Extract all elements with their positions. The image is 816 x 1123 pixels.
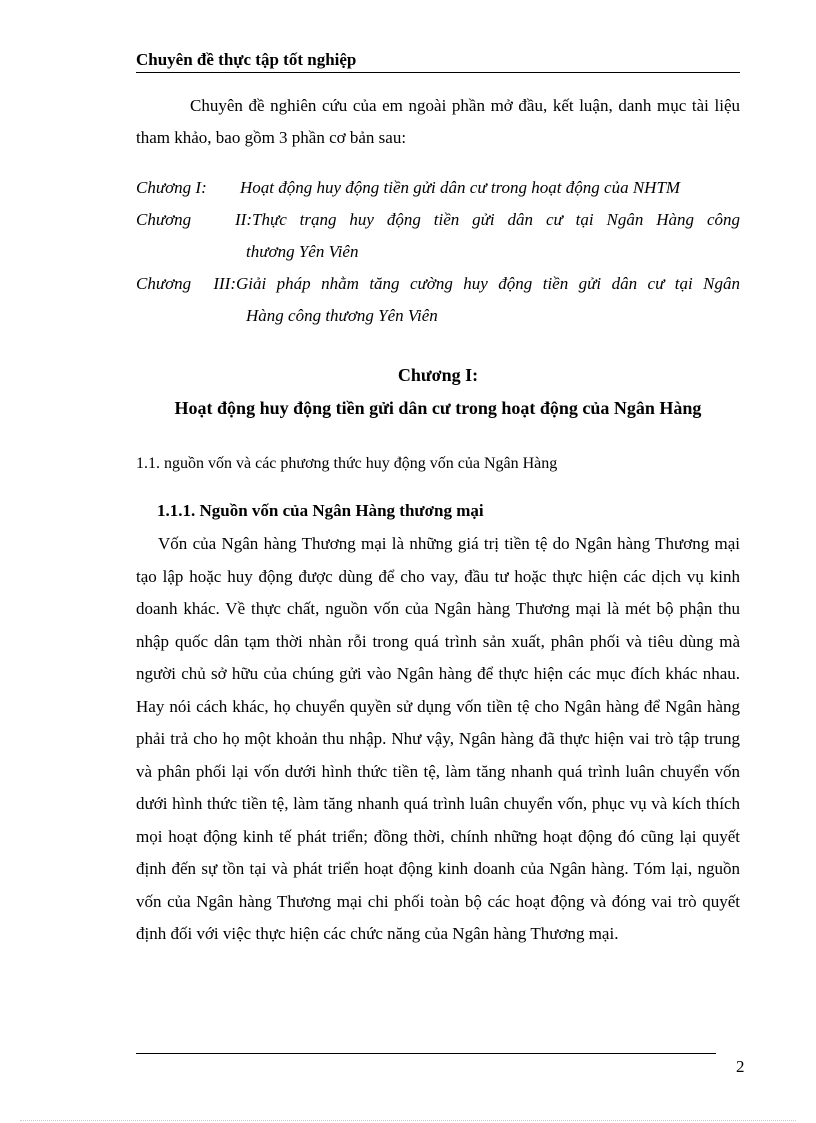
outline-continuation: Hàng công thương Yên Viên xyxy=(246,306,438,325)
body-paragraph: Vốn của Ngân hàng Thương mại là những giá trị tiền tệ do Ngân hàng Thương mại tạo lập hoặc huy động được dùng để cho vay, đầu tư hoặc thực hiện các dịch vụ kinh doanh khác. Về thực chất, nguồn vốn của Ngân hàng Thương mại là mét bộ phận thu nhập quốc dân tạm thời nhàn rỗi trong quá trình sản xuất, phân phối và tiêu dùng mà người chủ sở hữu của chúng gửi vào Ngân hàng để thực hiện các mục đích khác nhau. Hay nói cách khác, họ chuyển quyền sử dụng vốn tiền tệ cho Ngân hàng để Ngân hàng phải trả cho họ một khoản thu nhập. Như vậy, Ngân hàng đã thực hiện vai trò tập trung và phân phối lại vốn dưới hình thức tiền tệ, làm tăng nhanh quá trình luân chuyển vốn dưới hình thức tiền tệ, làm tăng nhanh quá trình luân chuyển vốn, phục vụ và kích thích mọi hoạt động kinh tế phát triển; đồng thời, chính những hoạt động đó cũng lại quyết định đến sự tồn tại và phát triển hoạt động kinh doanh của Ngân hàng. Tóm lại, nguồn vốn của Ngân hàng Thương mại chi phối toàn bộ các hoạt động và đóng vai trò quyết định đối với việc thực hiện các chức năng của Ngân hàng Thương mại. xyxy=(136,534,740,943)
outline-item-1 xyxy=(136,172,740,204)
footer-divider xyxy=(136,1053,716,1054)
outline-text: Thực trạng huy động tiền gửi dân cư tại Ngân Hàng công xyxy=(252,210,740,229)
intro-paragraph: Chuyên đề nghiên cứu của em ngoài phần mở đầu, kết luận, danh mục tài liệu tham khảo, bao gồm 3 phần cơ bản sau: xyxy=(136,96,740,147)
outline-label: Chương III: xyxy=(136,274,236,293)
outline-continuation: thương Yên Viên xyxy=(246,242,359,261)
page-edge xyxy=(20,1120,796,1121)
outline-label: Chương II: xyxy=(136,210,252,229)
outline-label: Chương I: xyxy=(136,178,207,197)
page-number: 2 xyxy=(736,1057,745,1076)
subsection-heading: 1.1.1. Nguồn vốn của Ngân Hàng thương mại xyxy=(157,501,484,520)
chapter-number: Chương I: xyxy=(397,365,479,385)
outline-item-2 xyxy=(136,204,740,268)
outline-item-3 xyxy=(136,268,740,332)
page-header: Chuyên đề thực tập tốt nghiệp xyxy=(136,50,740,73)
outline-text: Hoạt động huy động tiền gửi dân cư trong hoạt động của NHTM xyxy=(240,178,681,197)
section-heading: 1.1. nguồn vốn và các phương thức huy động vốn của Ngân Hàng xyxy=(136,455,558,472)
chapter-title: Hoạt động huy động tiền gửi dân cư trong hoạt động của Ngân Hàng xyxy=(174,398,702,418)
outline-text: Giải pháp nhằm tăng cường huy động tiền gửi dân cư tại Ngân xyxy=(236,274,740,293)
chapter-outline xyxy=(136,172,740,332)
